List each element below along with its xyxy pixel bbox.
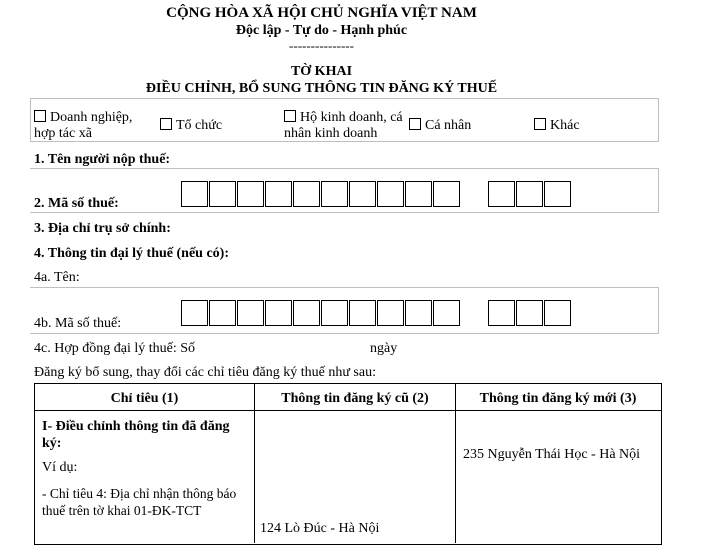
entity-type-individual[interactable]: Cá nhân bbox=[409, 118, 509, 161]
form-subtitle: ĐIỀU CHỈNH, BỔ SUNG THÔNG TIN ĐĂNG KÝ THUẾ bbox=[145, 81, 498, 96]
checkbox-icon[interactable] bbox=[34, 110, 46, 122]
entity-type-other[interactable]: Khác bbox=[534, 118, 634, 161]
tax-code-boxes[interactable] bbox=[181, 181, 461, 207]
digit-box[interactable] bbox=[209, 300, 236, 326]
entity-type-organization[interactable]: Tổ chức bbox=[160, 118, 270, 161]
digit-box[interactable] bbox=[349, 181, 376, 207]
agent-tax-code-label: 4b. Mã số thuế: bbox=[34, 316, 122, 331]
nation-title: CỘNG HÒA XÃ HỘI CHỦ NGHĨA VIỆT NAM bbox=[166, 5, 477, 21]
digit-box[interactable] bbox=[488, 300, 515, 326]
digit-box[interactable] bbox=[433, 181, 460, 207]
header-divider: --------------- bbox=[289, 38, 354, 53]
digit-box[interactable] bbox=[321, 181, 348, 207]
digit-box[interactable] bbox=[405, 181, 432, 207]
intro-text: Đăng ký bổ sung, thay đổi các chỉ tiêu đăng ký thuế như sau: bbox=[34, 365, 376, 380]
new-value: 235 Nguyễn Thái Học - Hà Nội bbox=[463, 447, 641, 462]
address-label: 3. Địa chỉ trụ sở chính: bbox=[34, 221, 171, 236]
digit-box[interactable] bbox=[293, 300, 320, 326]
digit-box[interactable] bbox=[237, 300, 264, 326]
section-title: I- Điều chỉnh thông tin đã đăng ký: bbox=[42, 419, 230, 451]
old-value: 124 Lò Đúc - Hà Nội bbox=[260, 521, 380, 536]
agent-tax-code-boxes[interactable] bbox=[181, 300, 461, 326]
checkbox-icon[interactable] bbox=[284, 110, 296, 122]
digit-box[interactable] bbox=[265, 300, 292, 326]
digit-box[interactable] bbox=[377, 300, 404, 326]
checkbox-icon[interactable] bbox=[534, 118, 546, 130]
col-header-criteria: Chỉ tiêu (1) bbox=[110, 391, 179, 406]
digit-box[interactable] bbox=[405, 300, 432, 326]
entity-type-household-business[interactable]: Hộ kinh doanh, cá nhân kinh doanh bbox=[284, 110, 403, 141]
col-header-old-info: Thông tin đăng ký cũ (2) bbox=[281, 391, 429, 406]
digit-box[interactable] bbox=[181, 300, 208, 326]
checkbox-icon[interactable] bbox=[409, 118, 421, 130]
entity-type-enterprise[interactable]: Doanh nghiệp, hợp tác xã bbox=[34, 110, 133, 141]
agent-name-label: 4a. Tên: bbox=[34, 270, 80, 285]
form-title: TỜ KHAI bbox=[290, 64, 353, 79]
checkbox-icon[interactable] bbox=[160, 118, 172, 130]
agent-contract-label: 4c. Hợp đồng đại lý thuế: Số bbox=[34, 341, 195, 356]
digit-box[interactable] bbox=[488, 181, 515, 207]
tax-code-label: 2. Mã số thuế: bbox=[34, 196, 119, 211]
agent-contract-date-label: ngày bbox=[370, 341, 398, 356]
motto: Độc lập - Tự do - Hạnh phúc bbox=[235, 23, 408, 38]
digit-box[interactable] bbox=[209, 181, 236, 207]
digit-box[interactable] bbox=[516, 300, 543, 326]
agent-tax-code-branch-boxes[interactable] bbox=[488, 300, 572, 326]
digit-box[interactable] bbox=[377, 181, 404, 207]
taxpayer-name-label: 1. Tên người nộp thuế: bbox=[34, 152, 171, 167]
digit-box[interactable] bbox=[181, 181, 208, 207]
digit-box[interactable] bbox=[433, 300, 460, 326]
digit-box[interactable] bbox=[544, 300, 571, 326]
digit-box[interactable] bbox=[321, 300, 348, 326]
example-item: - Chỉ tiêu 4: Địa chỉ nhận thông báo thuế trên tờ khai 01-ĐK-TCT bbox=[42, 486, 237, 518]
digit-box[interactable] bbox=[544, 181, 571, 207]
digit-box[interactable] bbox=[516, 181, 543, 207]
digit-box[interactable] bbox=[349, 300, 376, 326]
agent-info-label: 4. Thông tin đại lý thuế (nếu có): bbox=[34, 246, 229, 261]
tax-code-branch-boxes[interactable] bbox=[488, 181, 572, 207]
digit-box[interactable] bbox=[293, 181, 320, 207]
digit-box[interactable] bbox=[265, 181, 292, 207]
example-label: Ví dụ: bbox=[42, 460, 78, 475]
digit-box[interactable] bbox=[237, 181, 264, 207]
col-header-new-info: Thông tin đăng ký mới (3) bbox=[479, 391, 637, 406]
